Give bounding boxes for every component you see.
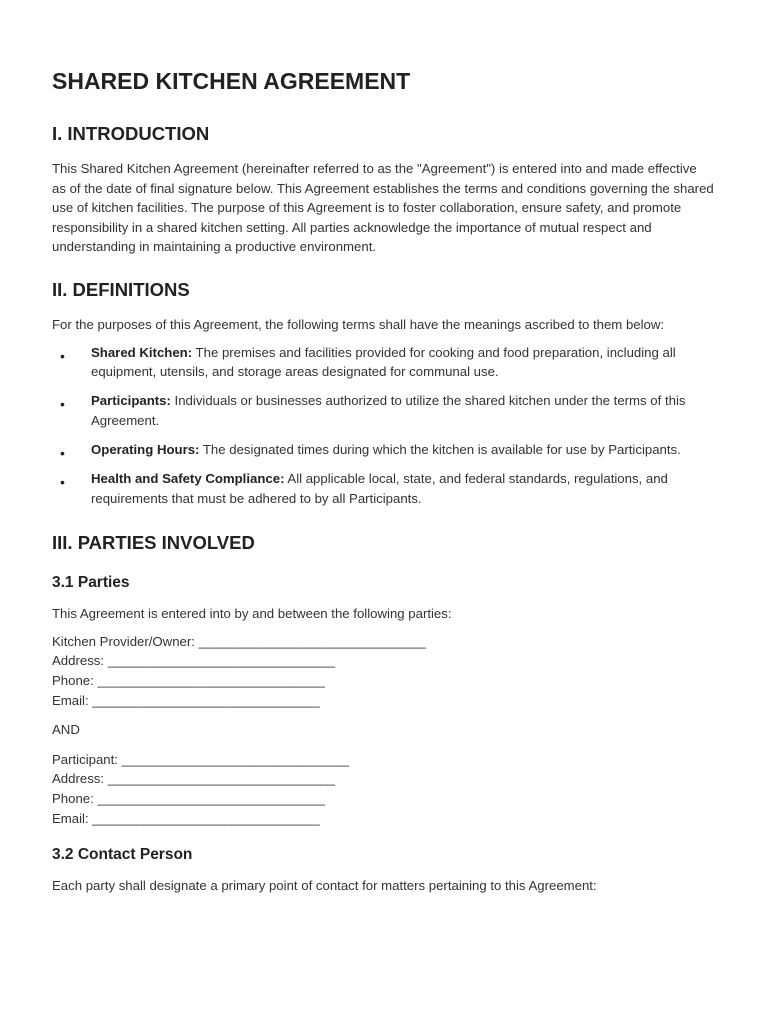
document-title: SHARED KITCHEN AGREEMENT: [52, 68, 411, 94]
section-parties-heading: III. PARTIES INVOLVED: [52, 532, 255, 554]
participant-email-field[interactable]: Email: _______________________________: [52, 810, 320, 826]
definition-item: [52, 343, 714, 382]
provider-phone-field[interactable]: Phone: _______________________________: [52, 673, 325, 688]
participant-address-field[interactable]: Address: _______________________________: [52, 771, 336, 787]
definition-term: Shared Kitchen:: [91, 344, 193, 360]
definition-text: Individuals or businesses authorized to utilize the shared kitchen under the terms of this Agreement.: [91, 393, 686, 428]
provider-owner-field[interactable]: Kitchen Provider/Owner: _______________________________: [52, 633, 426, 649]
definition-term: Health and Safety Compliance:: [91, 471, 285, 487]
definition-item: [52, 440, 714, 460]
bullet-icon: •: [60, 444, 65, 461]
subsection-contact-heading: 3.2 Contact Person: [52, 846, 193, 864]
and-separator: AND: [52, 722, 80, 738]
section-definitions-heading: II. DEFINITIONS: [52, 278, 190, 300]
section-introduction-heading: I. INTRODUCTION: [52, 123, 210, 144]
definition-text: The designated times during which the kitchen is available for use by Participants.: [199, 441, 681, 457]
provider-fields: [52, 632, 714, 710]
introduction-text: This Shared Kitchen Agreement (hereinafter referred to as the "Agreement") is entered into and made effective as of the date of final signature below. This Agreement establishes the terms and conditions governing the shared use of kitchen facilities. The purpose of this Agreement is to foster collaboration, ensure safety, and promote responsibility in a shared kitchen setting. All parties acknowledge the importance of mutual respect and understanding in maintaining a productive environment.: [52, 161, 714, 255]
definition-text: All applicable local, state, and federal standards, regulations, and requirements that must be adhered to by all Participants.: [91, 471, 668, 506]
participant-phone-field[interactable]: Phone: _______________________________: [52, 790, 325, 806]
contact-intro: Each party shall designate a primary point of contact for matters pertaining to this Agreement:: [52, 878, 597, 894]
definition-term: Operating Hours:: [91, 441, 200, 457]
definitions-intro: For the purposes of this Agreement, the following terms shall have the meanings ascribed to them below:: [52, 316, 665, 332]
bullet-icon: •: [60, 474, 65, 491]
bullet-icon: •: [60, 347, 65, 364]
provider-address-field[interactable]: Address: _______________________________: [52, 653, 336, 669]
bullet-icon: •: [60, 396, 65, 413]
participant-name-field[interactable]: Participant: _______________________________: [52, 751, 349, 767]
provider-email-field[interactable]: Email: _______________________________: [52, 692, 320, 708]
parties-intro: This Agreement is entered into by and between the following parties:: [52, 606, 452, 622]
definition-text: The premises and facilities provided for cooking and food preparation, including all equipment, utensils, and storage areas designated for communal use.: [91, 344, 676, 380]
participant-fields: [52, 750, 714, 828]
definition-term: Participants:: [91, 393, 171, 409]
subsection-parties-heading: 3.1 Parties: [52, 574, 130, 592]
definitions-list: [52, 343, 714, 509]
definition-item: [52, 469, 714, 508]
definition-item: [52, 391, 714, 430]
